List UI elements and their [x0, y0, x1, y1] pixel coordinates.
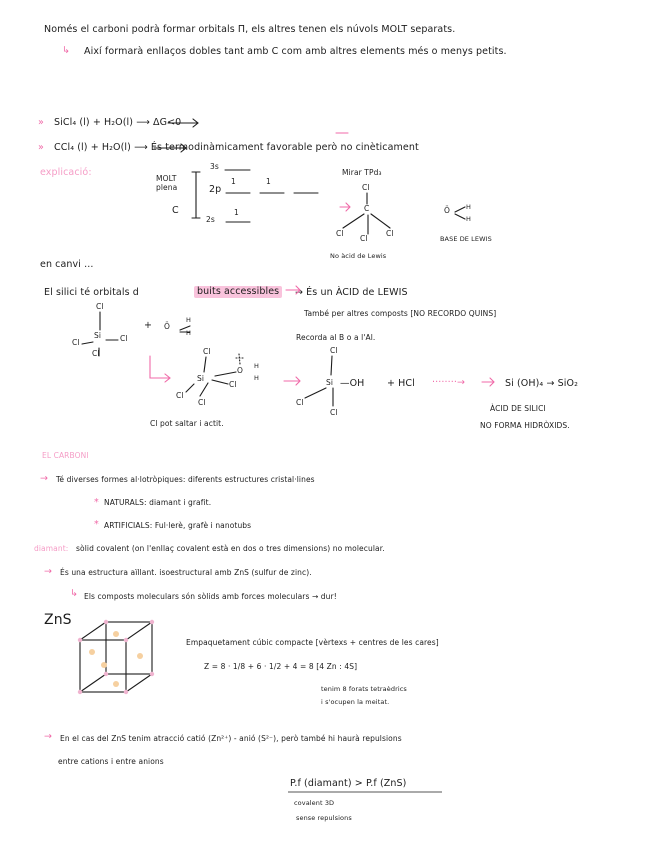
atom-si: Si	[94, 331, 102, 340]
star-icon: *	[94, 519, 99, 530]
arrow-icon: ↳	[70, 588, 79, 599]
saltar-note: Cl pot saltar i actit.	[150, 419, 224, 428]
zns-label: ZnS	[44, 612, 72, 628]
also-note: També per altres composts [NO RECORDO QUINS]	[304, 309, 497, 318]
carboni-title: EL CARBONI	[42, 451, 89, 460]
naturals: NATURALS: diamant i grafit.	[104, 498, 212, 507]
bullet-icon: »	[38, 142, 44, 153]
water-o: Ö	[164, 322, 171, 331]
atom-cl: Cl	[330, 408, 338, 417]
zns-cube	[80, 622, 152, 692]
atom-cl: Cl	[176, 391, 184, 400]
star-icon: *	[94, 497, 99, 508]
plus-sign: +	[144, 320, 153, 331]
reaction-sicl4: SiCl₄ (l) + H₂O(l) ⟶ ΔG<0	[54, 117, 182, 128]
bottom-line-1: En el cas del ZnS tenim atracció catió (Zn²⁺) - anió (S²⁻), però també hi haurà repulsions	[60, 734, 402, 743]
intro-line-1: Només el carboni podrà formar orbitals Π, els altres tenen els núvols MOLT separats.	[44, 24, 456, 35]
empaquetament: Empaquetament cúbic compacte [vèrtexs + centres de les cares]	[186, 638, 439, 647]
arrow-icon: ↳	[62, 45, 71, 56]
base-lewis-note: BASE DE LEWIS	[440, 235, 492, 243]
en-canvi: en canvi ...	[40, 259, 94, 270]
water-o: Ö	[444, 206, 451, 215]
atom-cl: Cl	[229, 380, 237, 389]
diamant-label: diamant:	[34, 544, 69, 553]
atom-cl: Cl	[360, 234, 368, 243]
carbon-symbol: C	[172, 205, 179, 216]
diamant-text: sòlid covalent (on l'enllaç covalent està en dos o tres dimensions) no molecular.	[76, 544, 385, 553]
atom-cl: Cl	[296, 398, 304, 407]
electron-up: 1	[266, 177, 271, 186]
atom-cl: Cl	[336, 229, 344, 238]
acid-silici: ÀCID DE SILICI	[490, 404, 546, 413]
bottom-line-2: entre cations i entre anions	[58, 757, 164, 766]
product-sioh4: Si (OH)₄ → SiO₂	[505, 378, 578, 389]
arrow-icon: →	[44, 566, 53, 577]
electron-up: 1	[231, 177, 236, 186]
atom-c: C	[364, 204, 370, 213]
atom-o: O	[237, 366, 244, 375]
atom-cl: Cl	[198, 398, 206, 407]
atom-h: H	[254, 362, 259, 370]
water-h: H	[186, 316, 191, 324]
water-h: H	[466, 203, 471, 211]
orbital-2s: 2s	[206, 215, 215, 224]
dotted-arrow: ········→	[432, 377, 466, 388]
atom-cl: Cl	[386, 229, 394, 238]
artificials: ARTIFICIALS: Ful·lerè, grafè i nanotubs	[104, 521, 252, 530]
forats-note: tenim 8 forats tetraèdrics	[321, 685, 407, 693]
si-line-prefix: El silici té orbitals d	[44, 287, 139, 298]
atom-cl: Cl	[92, 349, 100, 358]
atom-cl: Cl	[362, 183, 370, 192]
orbital-3s: 3s	[210, 162, 219, 171]
explanation-label: explicació:	[40, 167, 92, 178]
z-formula: Z = 8 · 1/8 + 6 · 1/2 + 4 = 8 [4 Zn : 4S]	[204, 662, 358, 671]
atom-cl: Cl	[96, 302, 104, 311]
sense-note: sense repulsions	[296, 814, 352, 822]
si-highlight: buits accessibles	[194, 286, 282, 298]
electron-up: 1	[234, 208, 239, 217]
meitat-note: i s'ocupen la meitat.	[321, 698, 390, 706]
atom-h: H	[254, 374, 259, 382]
orbital-2p: 2p	[209, 184, 222, 195]
arrow-icon: →	[44, 731, 53, 742]
atom-cl: Cl	[330, 346, 338, 355]
recorda-note: Recorda al B o a l'Al.	[296, 333, 376, 342]
aillant-text: És una estructura aïllant. isoestructural amb ZnS (sulfur de zinc).	[60, 568, 312, 577]
reaction-ccl4: CCl₄ (l) + H₂O(l) ⟶ És termodinàmicament favorable però no cinèticament	[54, 142, 419, 153]
si-line-suffix: → És un ÀCID de LEWIS	[295, 287, 408, 298]
water-h: H	[466, 215, 471, 223]
atom-si: Si	[326, 378, 334, 387]
arrow-icon: →	[40, 473, 49, 484]
bullet-icon: »	[38, 117, 44, 128]
pf-comparison: P.f (diamant) > P.f (ZnS)	[290, 778, 407, 789]
intro-line-2: Així formarà enllaços dobles tant amb C com amb altres elements més o menys petits.	[84, 46, 507, 57]
oh-group: —OH	[340, 378, 365, 389]
molt-plena-note: MOLT plena	[156, 174, 178, 192]
allotropic-forms: Té diverses formes al·lotròpiques: diferents estructures cristal·lines	[56, 475, 315, 484]
atom-cl: Cl	[203, 347, 211, 356]
plus-hcl: + HCl	[387, 378, 415, 389]
composts-text: Els composts moleculars són sòlids amb forces moleculars → dur!	[84, 592, 337, 601]
atom-cl: Cl	[72, 338, 80, 347]
no-acid-note: No àcid de Lewis	[330, 252, 387, 260]
mirar-note: Mirar TPd₃	[342, 168, 382, 177]
covalent-note: covalent 3D	[294, 799, 335, 807]
water-h: H	[186, 329, 191, 337]
atom-cl: Cl	[120, 334, 128, 343]
no-forma-hidroxids: NO FORMA HIDRÒXIDS.	[480, 421, 570, 430]
atom-si: Si	[197, 374, 205, 383]
